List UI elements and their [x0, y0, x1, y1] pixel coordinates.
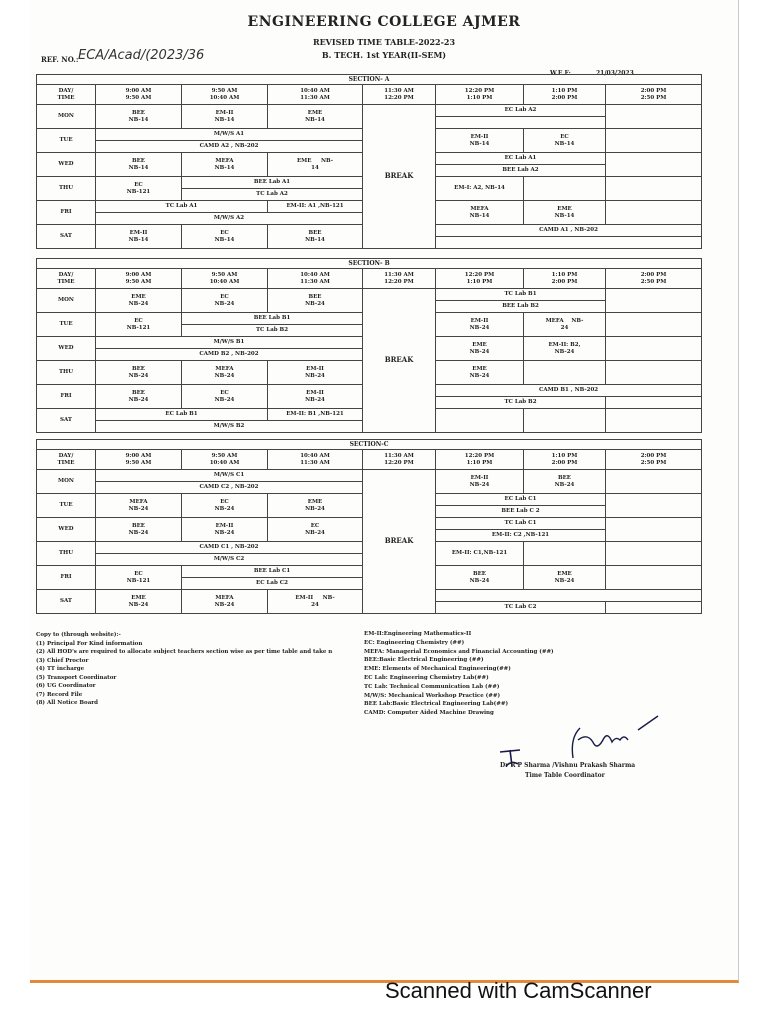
legend-item: BEE Lab:Basic Electrical Engineering Lab(##) — [364, 701, 509, 708]
section-b-title: SECTION- B — [37, 259, 702, 269]
cell: BEE NB-24 — [96, 385, 182, 409]
cell: BEE Lab A1 — [182, 177, 363, 189]
day-fri: FRI — [37, 385, 96, 409]
cell: EC NB-14 — [182, 225, 268, 249]
handwritten-signature — [498, 710, 668, 770]
cell: EC NB-24 — [268, 518, 363, 542]
program-heading: B. TECH. 1st YEAR(II-SEM) — [321, 50, 447, 60]
cell: EM-II NB-14 — [96, 225, 182, 249]
day-tue: TUE — [37, 313, 96, 337]
cell — [606, 602, 702, 614]
slot-2: 9:50 AM 10:40 AM — [182, 85, 268, 105]
slot-3: 10:40 AM 11:30 AM — [268, 269, 363, 289]
cell — [606, 129, 702, 153]
day-wed: WED — [37, 518, 96, 542]
cell: EC NB-121 — [96, 566, 182, 590]
cell: EM-II NB-24 — [268, 361, 363, 385]
legend-item: TC Lab: Technical Communication Lab (##) — [364, 683, 500, 690]
cell — [606, 542, 702, 566]
cell: BEE Lab C 2 — [436, 506, 606, 518]
cell: EC Lab A2 — [436, 105, 606, 117]
slot-5: 12:20 PM 1:10 PM — [436, 450, 524, 470]
revised-timetable-heading: REVISED TIME TABLE-2022-23 — [312, 37, 456, 47]
legend-item: EM-II:Engineering Mathematics-II — [364, 631, 472, 637]
cell: EC NB-24 — [182, 494, 268, 518]
day-fri: FRI — [37, 201, 96, 225]
cell: CAMD C1 , NB-202 — [96, 542, 363, 554]
break-cell: BREAK — [363, 289, 436, 433]
slot-3: 10:40 AM 11:30 AM — [268, 85, 363, 105]
cell: BEE NB-24 — [96, 518, 182, 542]
cell: MEFA NB-14 — [436, 201, 524, 225]
legend-item: M/W/S: Mechanical Workshop Practice (##) — [364, 692, 501, 699]
cell — [524, 361, 606, 385]
slot-4: 11:30 AM 12:20 PM — [363, 269, 436, 289]
cell — [606, 337, 702, 361]
copy-to-item: (6) UG Coordinator — [36, 683, 96, 690]
cell: EM-II NB- 24 — [268, 590, 363, 614]
cell: TC Lab B1 — [436, 289, 606, 301]
cell: TC Lab A2 — [182, 189, 363, 201]
cell: CAMD C2 , NB-202 — [96, 482, 363, 494]
day-wed: WED — [37, 153, 96, 177]
time-header: DAY/ TIME — [37, 85, 96, 105]
ref-label: REF. NO.: — [41, 55, 79, 64]
slot-5: 12:20 PM 1:10 PM — [436, 269, 524, 289]
section-c-title: SECTION-C — [37, 440, 702, 450]
slot-2: 9:50 AM 10:40 AM — [182, 450, 268, 470]
cell: EM-II: B2, NB-24 — [524, 337, 606, 361]
cell: BEE Lab B2 — [436, 301, 606, 313]
cell — [606, 397, 702, 409]
cell: M/W/S A1 — [96, 129, 363, 141]
cell: EME NB-14 — [268, 105, 363, 129]
slot-3: 10:40 AM 11:30 AM — [268, 450, 363, 470]
document-page — [30, 0, 739, 983]
slot-7: 2:00 PM 2:50 PM — [606, 450, 702, 470]
cell: TC Lab B2 — [182, 325, 363, 337]
cell — [606, 313, 702, 337]
legend-item: EME: Elements of Mechanical Engineering(##) — [364, 666, 511, 673]
section-a-table — [36, 74, 702, 249]
copy-to-item: (1) Principal For Kind information — [36, 640, 143, 647]
slot-1: 9:00 AM 9:50 AM — [96, 450, 182, 470]
copy-to-heading: Copy to (through website):- — [36, 632, 121, 638]
cell: MEFA NB-24 — [96, 494, 182, 518]
cell: EME NB-24 — [96, 590, 182, 614]
cell: CAMD B1 , NB-202 — [436, 385, 702, 397]
legend-item: MEFA: Managerial Economics and Financial Accounting (##) — [364, 648, 554, 655]
cell: EC Lab B1 — [96, 409, 268, 421]
cell: EC NB-24 — [182, 289, 268, 313]
cell — [606, 153, 702, 177]
day-mon: MON — [37, 105, 96, 129]
cell — [436, 590, 702, 602]
cell — [606, 201, 702, 225]
cell: EME NB-24 — [96, 289, 182, 313]
cell: TC Lab C2 — [436, 602, 606, 614]
legend-item: CAMD: Computer Aided Machine Drawing — [364, 710, 494, 717]
slot-6: 1:10 PM 2:00 PM — [524, 269, 606, 289]
day-sat: SAT — [37, 225, 96, 249]
cell: EM-II: B1 ,NB-121 — [268, 409, 363, 421]
cell: CAMD A2 , NB-202 — [96, 141, 363, 153]
cell: BEE NB-24 — [268, 289, 363, 313]
cell: EM-II NB-24 — [268, 385, 363, 409]
cell — [606, 177, 702, 201]
cell: MEFA NB-14 — [182, 153, 268, 177]
cell: BEE NB-14 — [96, 153, 182, 177]
cell: EM-II NB-14 — [182, 105, 268, 129]
section-c-table — [36, 439, 702, 614]
cell — [606, 361, 702, 385]
slot-1: 9:00 AM 9:50 AM — [96, 85, 182, 105]
day-fri: FRI — [37, 566, 96, 590]
section-a-title: SECTION- A — [37, 75, 702, 85]
slot-2: 9:50 AM 10:40 AM — [182, 269, 268, 289]
cell — [524, 542, 606, 566]
day-sat: SAT — [37, 590, 96, 614]
cell: CAMD A1 , NB-202 — [436, 225, 702, 237]
college-title: ENGINEERING COLLEGE AJMER — [247, 14, 521, 30]
legend-item: EC: Engineering Chemistry (##) — [364, 639, 465, 646]
cell — [606, 494, 702, 518]
day-thu: THU — [37, 177, 96, 201]
day-tue: TUE — [37, 129, 96, 153]
cell — [606, 470, 702, 494]
signatory-role: Time Table Coordinator — [525, 772, 605, 779]
time-header: DAY/ TIME — [37, 269, 96, 289]
copy-to-item: (5) Transport Coordinator — [36, 674, 117, 681]
cell: EM-II: C1,NB-121 — [436, 542, 524, 566]
wef-label: W.E.F: — [550, 70, 571, 77]
cell: M/W/S B2 — [96, 421, 363, 433]
cell: MEFA NB-24 — [182, 590, 268, 614]
cell: EME NB- 14 — [268, 153, 363, 177]
cell — [606, 105, 702, 129]
cell: TC Lab C1 — [436, 518, 606, 530]
time-header: DAY/ TIME — [37, 450, 96, 470]
cell — [524, 409, 606, 433]
slot-7: 2:00 PM 2:50 PM — [606, 85, 702, 105]
day-wed: WED — [37, 337, 96, 361]
cell: EC Lab C2 — [182, 578, 363, 590]
cell: BEE NB-24 — [524, 470, 606, 494]
cell: BEE Lab B1 — [182, 313, 363, 325]
slot-4: 11:30 AM 12:20 PM — [363, 450, 436, 470]
cell: EME NB-24 — [524, 566, 606, 590]
slot-5: 12:20 PM 1:10 PM — [436, 85, 524, 105]
copy-to-item: (2) All HOD's are required to allocate subject teachers section wise as per time table and take n — [36, 649, 333, 656]
cell: EME NB-24 — [436, 361, 524, 385]
legend-item: EC Lab: Engineering Chemistry Lab(##) — [364, 674, 489, 681]
cell: EM-I: A2, NB-14 — [436, 177, 524, 201]
cell: EM-II NB-24 — [436, 470, 524, 494]
cell: EME NB-24 — [268, 494, 363, 518]
cell: TC Lab A1 — [96, 201, 268, 213]
break-cell: BREAK — [363, 105, 436, 249]
day-mon: MON — [37, 289, 96, 313]
cell: M/W/S B1 — [96, 337, 363, 349]
cell — [606, 289, 702, 313]
cell: M/W/S C1 — [96, 470, 363, 482]
wef-date: 21/03/2023 — [596, 70, 634, 77]
cell: MEFA NB-24 — [182, 361, 268, 385]
slot-7: 2:00 PM 2:50 PM — [606, 269, 702, 289]
cell — [436, 409, 524, 433]
signatory-name: Dr R P Sharma /Vishnu Prakash Sharma — [500, 762, 636, 769]
cell — [436, 117, 606, 129]
cell: MEFA NB- 24 — [524, 313, 606, 337]
slot-4: 11:30 AM 12:20 PM — [363, 85, 436, 105]
legend-item: BEE:Basic Electrical Engineering (##) — [364, 657, 484, 664]
cell — [606, 518, 702, 542]
copy-to-item: (7) Record File — [36, 691, 83, 698]
cell: EM-II NB-24 — [436, 313, 524, 337]
day-thu: THU — [37, 542, 96, 566]
cell: TC Lab B2 — [436, 397, 606, 409]
slot-6: 1:10 PM 2:00 PM — [524, 85, 606, 105]
cell: EC Lab C1 — [436, 494, 606, 506]
cell: EC NB-14 — [524, 129, 606, 153]
copy-to-item: (4) TT incharge — [36, 666, 85, 673]
copy-to-list — [36, 631, 366, 708]
slot-6: 1:10 PM 2:00 PM — [524, 450, 606, 470]
cell: EC NB-24 — [182, 385, 268, 409]
cell: EC NB-121 — [96, 313, 182, 337]
cell — [436, 237, 702, 249]
abbreviation-legend — [364, 630, 694, 718]
cell: BEE Lab C1 — [182, 566, 363, 578]
cell: BEE NB-14 — [268, 225, 363, 249]
cell: EM-II: A1 ,NB-121 — [268, 201, 363, 213]
ref-number-handwritten: ECA/Acad/(2023/36 — [78, 48, 205, 63]
section-b-table — [36, 258, 702, 433]
cell — [606, 566, 702, 590]
cell — [606, 409, 702, 433]
break-cell: BREAK — [363, 470, 436, 614]
day-mon: MON — [37, 470, 96, 494]
cell: EME NB-24 — [436, 337, 524, 361]
camscanner-watermark: Scanned with CamScanner — [385, 978, 652, 1003]
copy-to-item: (3) Chief Proctor — [36, 657, 89, 664]
cell: EM-II NB-24 — [182, 518, 268, 542]
slot-1: 9:00 AM 9:50 AM — [96, 269, 182, 289]
cell: M/W/S C2 — [96, 554, 363, 566]
cell — [524, 177, 606, 201]
cell: EM-II: C2 ,NB-121 — [436, 530, 606, 542]
cell: BEE NB-24 — [436, 566, 524, 590]
cell: BEE NB-24 — [96, 361, 182, 385]
cell: EC NB-121 — [96, 177, 182, 201]
day-tue: TUE — [37, 494, 96, 518]
day-thu: THU — [37, 361, 96, 385]
cell: BEE NB-14 — [96, 105, 182, 129]
day-sat: SAT — [37, 409, 96, 433]
cell: EME NB-14 — [524, 201, 606, 225]
cell: M/W/S A2 — [96, 213, 363, 225]
cell: EC Lab A1 — [436, 153, 606, 165]
cell: BEE Lab A2 — [436, 165, 606, 177]
copy-to-item: (8) All Notice Board — [36, 700, 99, 707]
cell: EM-II NB-14 — [436, 129, 524, 153]
cell: CAMD B2 , NB-202 — [96, 349, 363, 361]
